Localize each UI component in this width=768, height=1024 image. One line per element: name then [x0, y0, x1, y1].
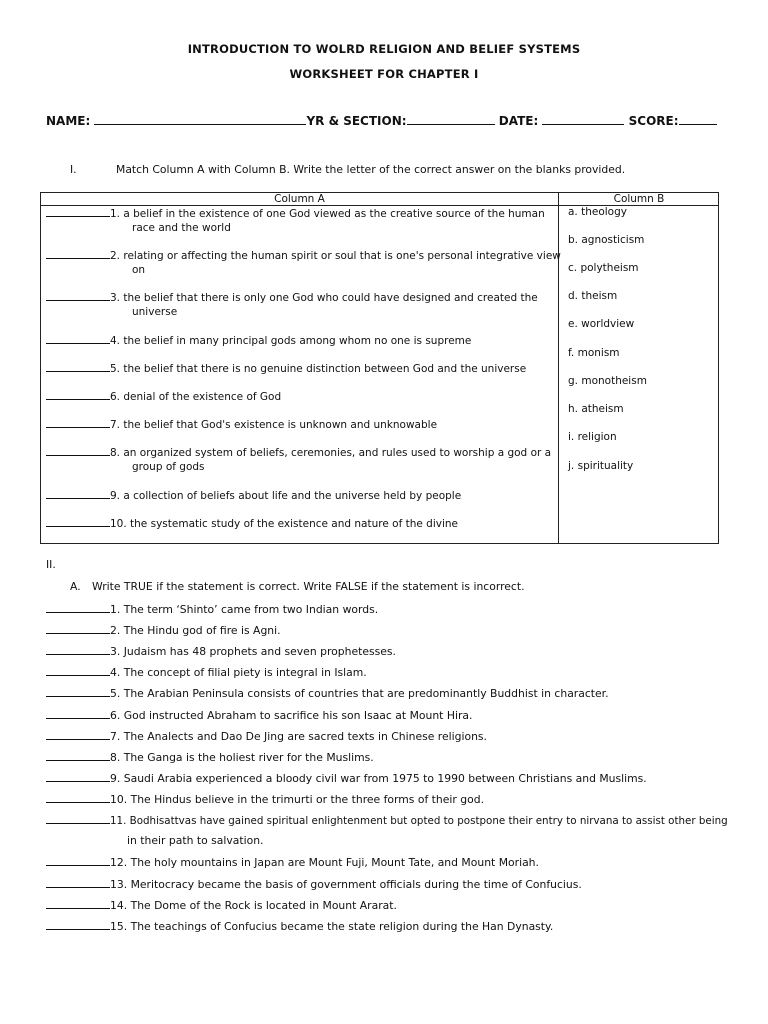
true-false-item: 10. The Hindus believe in the trimurti or the three forms of their god.: [46, 792, 484, 806]
answer-blank[interactable]: [46, 516, 110, 527]
true-false-item: 4. The concept of filial piety is integral in Islam.: [46, 665, 367, 679]
true-false-item: 8. The Ganga is the holiest river for the Muslims.: [46, 750, 374, 764]
answer-blank[interactable]: [46, 919, 110, 930]
true-false-item: 6. God instructed Abraham to sacrifice his son Isaac at Mount Hira.: [46, 708, 472, 722]
date-blank[interactable]: [542, 114, 624, 125]
matching-item: 1. a belief in the existence of one God viewed as the creative source of the human race and the world: [46, 206, 545, 235]
true-false-item: 2. The Hindu god of fire is Agni.: [46, 623, 281, 637]
answer-blank[interactable]: [46, 248, 110, 259]
matching-item: 8. an organized system of beliefs, ceremonies, and rules used to worship a god or a group of gods: [46, 445, 551, 474]
answer-blank[interactable]: [46, 665, 110, 676]
choice-item: h. atheism: [568, 403, 624, 415]
matching-item: 4. the belief in many principal gods among whom no one is supreme: [46, 333, 471, 348]
matching-item: 10. the systematic study of the existence and nature of the divine: [46, 516, 458, 531]
answer-blank[interactable]: [46, 877, 110, 888]
choice-item: i. religion: [568, 431, 617, 443]
answer-blank[interactable]: [46, 644, 110, 655]
answer-blank[interactable]: [46, 290, 110, 301]
worksheet-subtitle: WORKSHEET FOR CHAPTER I: [289, 67, 479, 81]
matching-item: 3. the belief that there is only one God who could have designed and created the universe: [46, 290, 538, 319]
column-divider: [558, 193, 559, 543]
section-label: YR & SECTION:: [306, 114, 407, 128]
choice-item: b. agnosticism: [568, 234, 645, 246]
section-blank[interactable]: [407, 114, 495, 125]
name-label: NAME:: [46, 114, 91, 128]
choice-item: e. worldview: [568, 318, 635, 330]
true-false-item: 1. The term ‘Shinto’ came from two Indian words.: [46, 602, 378, 616]
answer-blank[interactable]: [46, 417, 110, 428]
part1-numeral: I.: [70, 163, 77, 176]
choice-item: g. monotheism: [568, 375, 647, 387]
true-false-item: 7. The Analects and Dao De Jing are sacred texts in Chinese religions.: [46, 729, 487, 743]
answer-blank[interactable]: [46, 708, 110, 719]
column-a-header: Column A: [274, 193, 325, 205]
choice-item: j. spirituality: [568, 460, 634, 472]
matching-item: 9. a collection of beliefs about life and the universe held by people: [46, 488, 461, 503]
part1-instruction: Match Column A with Column B. Write the letter of the correct answer on the blanks provided.: [116, 163, 626, 176]
choice-item: d. theism: [568, 290, 618, 302]
worksheet-title: INTRODUCTION TO WOLRD RELIGION AND BELIEF SYSTEMS: [187, 42, 581, 56]
name-blank[interactable]: [94, 114, 306, 125]
true-false-item: 11. Bodhisattvas have gained spiritual enlightenment but opted to postpone their entry to nirvana to assist other being: [46, 813, 728, 827]
true-false-item: 14. The Dome of the Rock is located in Mount Ararat.: [46, 898, 397, 912]
answer-blank[interactable]: [46, 623, 110, 634]
true-false-item: 9. Saudi Arabia experienced a bloody civil war from 1975 to 1990 between Christians and Muslims.: [46, 771, 647, 785]
part2-sub-label: A.: [70, 580, 81, 593]
part2-numeral: II.: [46, 558, 56, 571]
choice-item: a. theology: [568, 206, 627, 218]
answer-blank[interactable]: [46, 750, 110, 761]
choice-item: c. polytheism: [568, 262, 639, 274]
column-b-header: Column B: [613, 193, 665, 205]
true-false-item: 5. The Arabian Peninsula consists of countries that are predominantly Buddhist in character.: [46, 686, 609, 700]
true-false-item: 12. The holy mountains in Japan are Mount Fuji, Mount Tate, and Mount Moriah.: [46, 855, 539, 869]
answer-blank[interactable]: [46, 206, 110, 217]
answer-blank[interactable]: [46, 361, 110, 372]
answer-blank[interactable]: [46, 488, 110, 499]
true-false-item: 3. Judaism has 48 prophets and seven prophetesses.: [46, 644, 396, 658]
true-false-item-continuation: in their path to salvation.: [127, 834, 264, 847]
answer-blank[interactable]: [46, 602, 110, 613]
choice-item: f. monism: [568, 347, 620, 359]
answer-blank[interactable]: [46, 792, 110, 803]
student-info-line: [46, 114, 717, 128]
answer-blank[interactable]: [46, 855, 110, 866]
matching-item: 7. the belief that God's existence is unknown and unknowable: [46, 417, 437, 432]
score-blank[interactable]: [679, 114, 717, 125]
answer-blank[interactable]: [46, 686, 110, 697]
answer-blank[interactable]: [46, 729, 110, 740]
answer-blank[interactable]: [46, 389, 110, 400]
answer-blank[interactable]: [46, 813, 110, 824]
part2-instruction: Write TRUE if the statement is correct. Write FALSE if the statement is incorrect.: [92, 580, 525, 593]
matching-item: 2. relating or affecting the human spirit or soul that is one's personal integrative view on: [46, 248, 561, 277]
true-false-item: 15. The teachings of Confucius became the state religion during the Han Dynasty.: [46, 919, 553, 933]
answer-blank[interactable]: [46, 771, 110, 782]
date-label: DATE:: [498, 114, 539, 128]
true-false-item: 13. Meritocracy became the basis of government officials during the time of Confucius.: [46, 877, 582, 891]
score-label: SCORE:: [628, 114, 679, 128]
answer-blank[interactable]: [46, 898, 110, 909]
matching-item: 6. denial of the existence of God: [46, 389, 281, 404]
answer-blank[interactable]: [46, 333, 110, 344]
matching-item: 5. the belief that there is no genuine distinction between God and the universe: [46, 361, 526, 376]
answer-blank[interactable]: [46, 445, 110, 456]
